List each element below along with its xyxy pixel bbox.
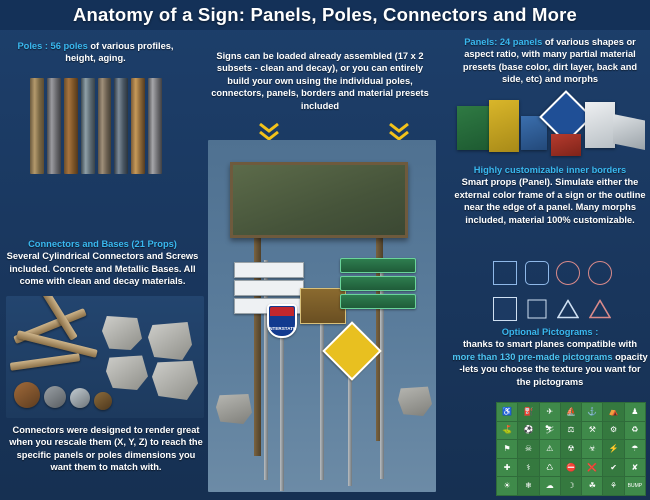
- pictogram-cell: ⚠: [540, 440, 560, 458]
- concrete-base: [398, 386, 432, 416]
- border-shape-filled-square: [490, 292, 520, 326]
- pictogram-cell: ✘: [625, 459, 645, 477]
- pole-swatch: [81, 78, 95, 174]
- title-bar: [0, 0, 650, 30]
- pictogram-cell: ⚖: [561, 422, 581, 440]
- white-sign-panel: [234, 262, 304, 278]
- pictogram-cell: ⛳: [497, 422, 517, 440]
- border-shape-diamond: [522, 292, 552, 326]
- pictogram-cell: ⛔: [561, 459, 581, 477]
- border-shape-circle: [585, 256, 615, 290]
- pictogram-cell: ⛺: [603, 403, 623, 421]
- interstate-label: INTERSTATE: [267, 326, 297, 331]
- connector-rod: [10, 353, 80, 371]
- pole-swatch: [47, 78, 61, 174]
- pictograms-image: [496, 402, 646, 496]
- pictogram-cell: ✔: [603, 459, 623, 477]
- connectors-caption: [0, 238, 205, 288]
- border-shape-rounded-square: [522, 256, 552, 290]
- panel-sample: [457, 106, 491, 150]
- pictogram-cell: ⚕: [518, 459, 538, 477]
- pictogram-cell: ⛽: [518, 403, 538, 421]
- panel-sample: [585, 102, 615, 148]
- pictos-caption-mid: thanks to smart planes compatible with: [462, 339, 638, 350]
- green-sign-panel: [340, 258, 416, 273]
- metallic-base: [70, 388, 90, 408]
- pictogram-cell: ⚑: [497, 440, 517, 458]
- connector-rod: [16, 330, 97, 358]
- connectors-caption-rest: Several Cylindrical Connectors and Screws included. Concrete and Metallic Bases. All come with clean and decay materials.: [6, 251, 199, 287]
- green-sign-panel: [340, 294, 416, 309]
- border-shape-triangle: [554, 292, 584, 326]
- sign-post: [280, 326, 284, 491]
- inner-borders-image: [490, 256, 615, 326]
- pole-swatch: [98, 78, 112, 174]
- pictogram-cell: ✚: [497, 459, 517, 477]
- connectors-caption-head: Connectors and Bases (21 Props): [28, 239, 177, 249]
- metallic-base: [94, 392, 112, 410]
- pictogram-cell: ⚽: [518, 422, 538, 440]
- border-shape-triangle: [585, 292, 615, 326]
- pictogram-cell: ⛵: [561, 403, 581, 421]
- white-sign-panel: [234, 280, 304, 296]
- sign-scene-image: [208, 140, 436, 492]
- panel-sample: [551, 134, 581, 156]
- border-shape-square: [490, 256, 520, 290]
- pictogram-cell: ☂: [625, 440, 645, 458]
- pictogram-cell: ♿: [497, 403, 517, 421]
- panels-caption: [452, 36, 648, 86]
- shield-red-band: [270, 307, 294, 316]
- pictograms-caption: [452, 326, 648, 388]
- pole-swatch: [131, 78, 145, 174]
- pictogram-cell: ☘: [582, 477, 602, 495]
- pictogram-cell: ♺: [540, 459, 560, 477]
- concrete-base: [216, 394, 252, 424]
- sign-post: [320, 320, 324, 480]
- pictogram-cell: ☽: [561, 477, 581, 495]
- pictogram-cell: ✈: [540, 403, 560, 421]
- pictogram-cell: ☠: [518, 440, 538, 458]
- sign-post: [348, 368, 352, 486]
- page-title: Anatomy of a Sign: Panels, Poles, Connectors and More: [72, 4, 578, 25]
- interstate-shield: [267, 304, 297, 338]
- poles-caption-rest: of various profiles, height, aging.: [65, 41, 174, 64]
- signs-caption: Signs can be loaded already assembled (17 x 2 subsets - clean and decay), or you can entirely build your own using the individual poles, connectors, panels, borders and material presets included: [211, 51, 429, 111]
- pictogram-cell: ⚒: [582, 422, 602, 440]
- pictogram-cell: ⚘: [603, 477, 623, 495]
- pictos-caption-count: more than 130 pre-made pictograms: [452, 351, 613, 362]
- pictogram-cell: ☣: [582, 440, 602, 458]
- panel-sample: [489, 100, 519, 152]
- borders-caption: [452, 164, 648, 226]
- concrete-base: [102, 316, 142, 350]
- borders-caption-head: Highly customizable inner borders: [473, 165, 627, 175]
- pictogram-cell: ♻: [625, 422, 645, 440]
- rescale-caption: Connectors were designed to render great when you rescale them (X, Y, Z) to reach the specific panels or poles dimensions you want them to match with.: [9, 425, 203, 473]
- pole-swatch: [114, 78, 128, 174]
- border-shape-circle: [554, 256, 584, 290]
- metallic-base: [44, 386, 66, 408]
- connectors-image: [6, 296, 204, 418]
- pictos-caption-rest: opacity -lets you choose the texture you want for the pictograms: [459, 351, 648, 387]
- billboard-panel: [230, 162, 408, 238]
- pictogram-cell: ♟: [625, 403, 645, 421]
- panel-sample: [613, 114, 645, 150]
- panels-caption-head: Panels: 24 panels: [464, 37, 543, 47]
- green-sign-panel: [340, 276, 416, 291]
- pictogram-cell: ❄: [518, 477, 538, 495]
- pole-swatch: [148, 78, 162, 174]
- pictos-caption-head: Optional Pictograms :: [501, 327, 599, 337]
- pictogram-cell: ⚡: [603, 440, 623, 458]
- pictogram-cell: ⚙: [603, 422, 623, 440]
- pictogram-cell: ❌: [582, 459, 602, 477]
- pole-swatch: [30, 78, 44, 174]
- pictogram-cell: ☁: [540, 477, 560, 495]
- pictogram-cell: ☢: [561, 440, 581, 458]
- pictogram-cell: BUMP: [625, 477, 645, 495]
- pictogram-cell: ☀: [497, 477, 517, 495]
- concrete-base: [106, 354, 148, 390]
- panels-image: [455, 96, 647, 162]
- poles-caption-head: Poles : 56 poles: [17, 41, 88, 51]
- panels-caption-rest: of various shapes or aspect ratio, with many partial material presets (base color, dirt layer, back and side, etc) and morphs: [462, 37, 638, 85]
- concrete-base: [148, 322, 192, 360]
- pictogram-cell: ⚓: [582, 403, 602, 421]
- concrete-base: [152, 360, 198, 400]
- pole-swatch: [64, 78, 78, 174]
- metallic-base: [14, 382, 40, 408]
- poles-image: [30, 78, 162, 174]
- borders-caption-rest: Smart props (Panel). Simulate either the external color frame of a sign or the outline near the edge of a panel. Many morphs included, material 100% customizable.: [454, 177, 646, 225]
- yellow-diamond-sign: [322, 321, 381, 380]
- billboard-leg: [254, 226, 261, 456]
- poles-caption: [8, 40, 183, 65]
- pictogram-cell: ⛷: [540, 422, 560, 440]
